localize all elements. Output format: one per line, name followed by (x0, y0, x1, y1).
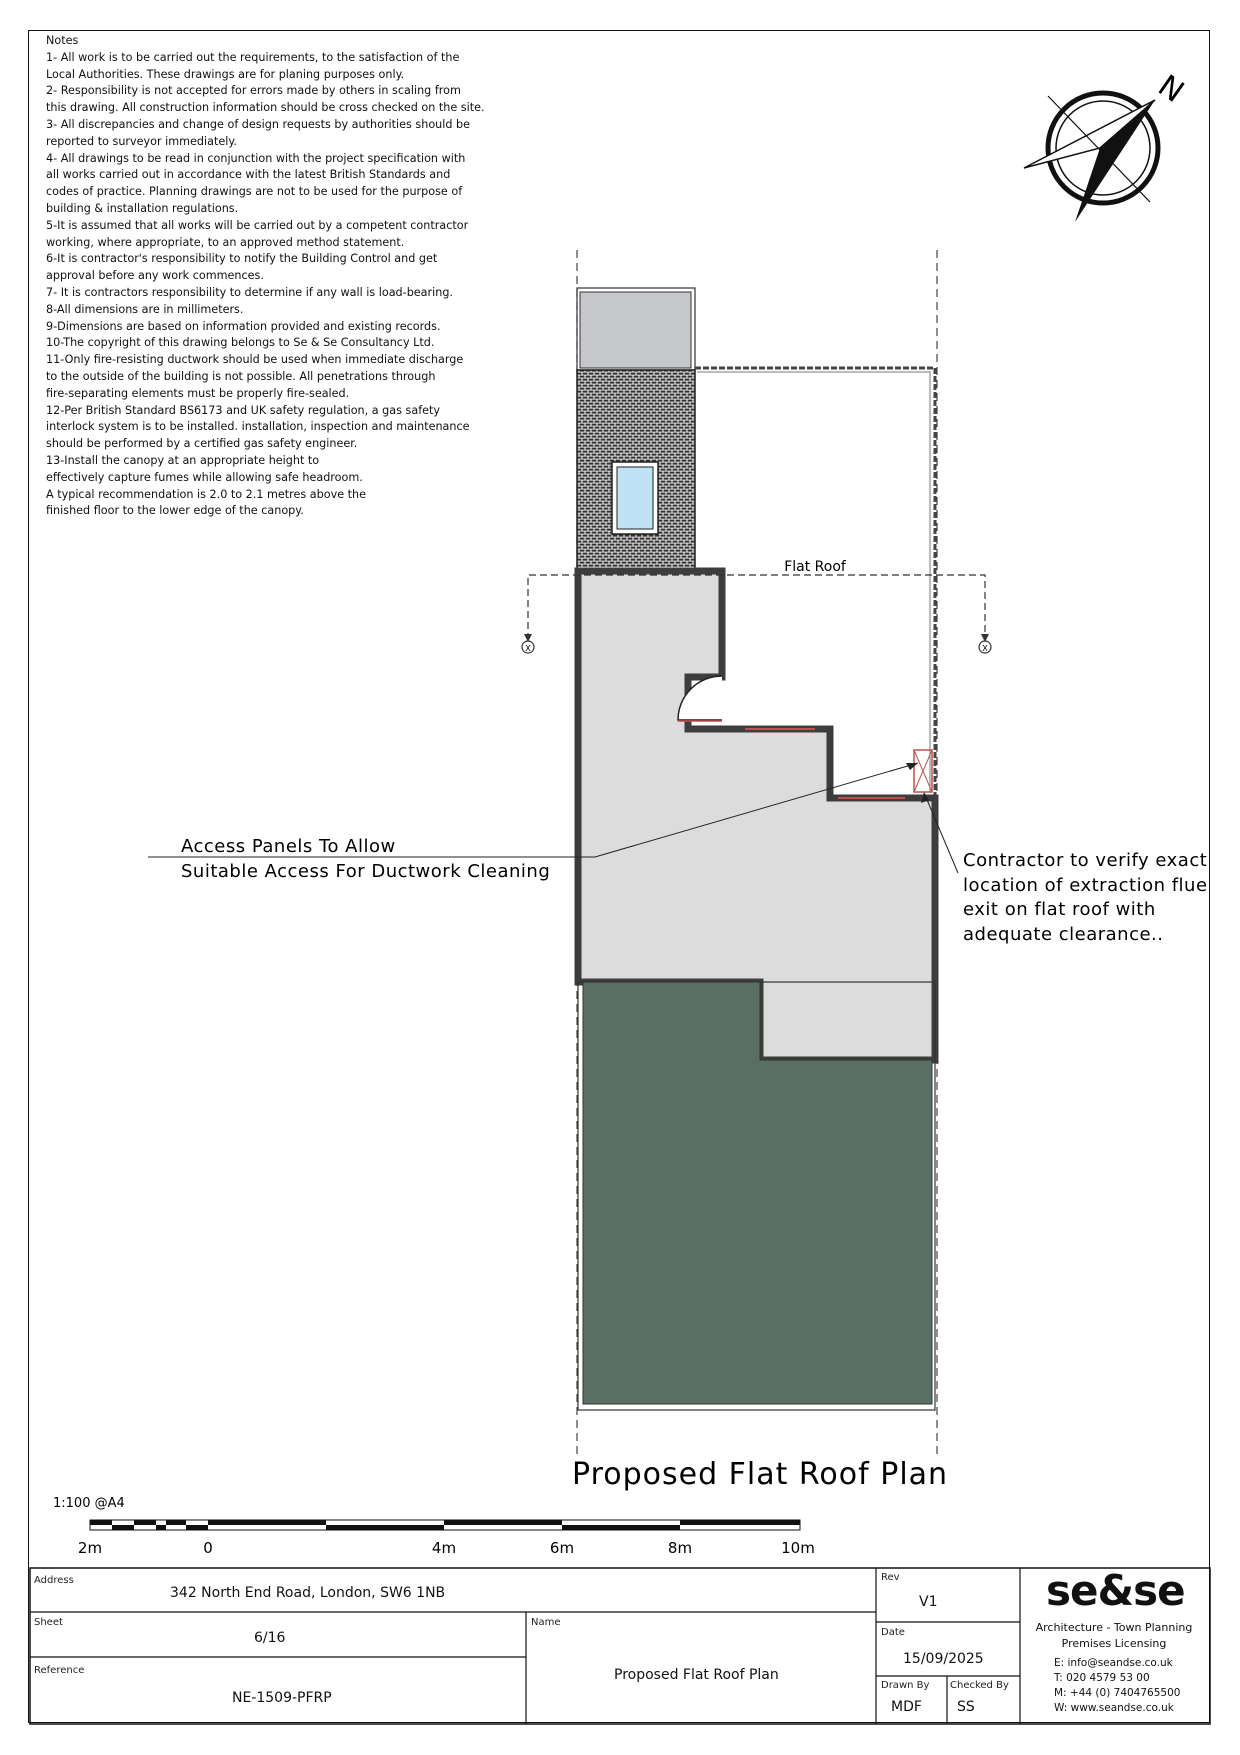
note-line: Local Authorities. These drawings are for planing purposes only. (46, 67, 405, 81)
rev-label: Rev (881, 1572, 900, 1583)
checked-by-label: Checked By (950, 1680, 1009, 1691)
note-line: 13-Install the canopy at an appropriate height to (46, 453, 320, 467)
reference-value: NE-1509-PFRP (232, 1690, 332, 1706)
reference-label: Reference (34, 1665, 85, 1676)
section-marker-right-label: X (982, 644, 988, 653)
note-line: should be performed by a certified gas safety engineer. (46, 437, 358, 451)
checked-by-value: SS (957, 1699, 975, 1715)
company-mobile: M: +44 (0) 7404765500 (1054, 1687, 1181, 1699)
note-line: 6-It is contractor's responsibility to notify the Building Control and get (46, 252, 438, 266)
note-line: effectively capture fumes while allowing safe headroom. (46, 470, 363, 484)
scale-text: 1:100 @A4 (53, 1496, 125, 1511)
note-line: 8-All dimensions are in millimeters. (46, 302, 244, 316)
scale-label-0: 0 (203, 1539, 213, 1557)
company-logo: se&se (1046, 1566, 1185, 1615)
note-line: reported to surveyor immediately. (46, 134, 237, 148)
note-line: codes of practice. Planning drawings are not to be used for the purpose of (46, 185, 463, 199)
company-line2: Premises Licensing (1061, 1637, 1167, 1650)
note-line: 2- Responsibility is not accepted for errors made by others in scaling from (46, 84, 461, 98)
address-label: Address (34, 1575, 74, 1586)
notes-heading: Notes (46, 34, 79, 47)
drawn-by-label: Drawn By (881, 1680, 930, 1691)
scale-label-4m: 4m (431, 1539, 457, 1557)
date-value: 15/09/2025 (903, 1651, 984, 1667)
note-line: to the outside of the building is not possible. All penetrations through (46, 369, 436, 383)
company-web: W: www.seandse.co.uk (1054, 1702, 1174, 1714)
name-value: Proposed Flat Roof Plan (614, 1667, 779, 1683)
note-line: 10-The copyright of this drawing belongs to Se & Se Consultancy Ltd. (46, 336, 435, 350)
note-line: finished floor to the lower edge of the canopy. (46, 504, 304, 518)
access-label-line1: Access Panels To Allow (181, 836, 396, 857)
contractor-label-line1: Contractor to verify exact (963, 850, 1208, 871)
date-label: Date (881, 1627, 905, 1638)
note-line: this drawing. All construction information should be cross checked on the site. (46, 101, 485, 115)
note-line: interlock system is to be installed. installation, inspection and maintenance (46, 420, 470, 434)
address-value: 342 North End Road, London, SW6 1NB (170, 1585, 446, 1601)
name-label: Name (531, 1617, 561, 1628)
access-label-line2: Suitable Access For Ductwork Cleaning (181, 861, 551, 882)
scale-label-2m: 2m (77, 1539, 103, 1557)
contractor-label-line2: location of extraction flue (963, 875, 1208, 896)
scale-label-8m: 8m (667, 1539, 693, 1557)
note-line: all works carried out in accordance with the latest British Standards and (46, 168, 451, 182)
rear-roof-block (580, 292, 691, 368)
section-marker-left-label: X (525, 644, 531, 653)
north-letter: N (1151, 68, 1190, 110)
note-line: building & installation regulations. (46, 201, 239, 215)
note-line: A typical recommendation is 2.0 to 2.1 metres above the (46, 487, 367, 501)
drawn-by-value: MDF (891, 1699, 922, 1715)
sheet-label: Sheet (34, 1617, 63, 1628)
note-line: 5-It is assumed that all works will be carried out by a competent contractor (46, 218, 469, 232)
plan-title: Proposed Flat Roof Plan (572, 1457, 949, 1492)
rooflight-window (617, 467, 653, 529)
scale-label-10m: 10m (781, 1539, 815, 1557)
sheet-value: 6/16 (254, 1630, 286, 1646)
rev-value: V1 (919, 1594, 938, 1610)
company-line1: Architecture - Town Planning (1035, 1621, 1193, 1634)
flat-roof-label: Flat Roof (784, 559, 846, 575)
north-arrow-icon (1024, 93, 1158, 222)
note-line: 12-Per British Standard BS6173 and UK safety regulation, a gas safety (46, 403, 441, 417)
note-line: working, where appropriate, to an approved method statement. (46, 235, 405, 249)
note-line: 3- All discrepancies and change of design requests by authorities should be (46, 117, 471, 131)
note-line: 4- All drawings to be read in conjunction with the project specification with (46, 151, 466, 165)
note-line: 11-Only fire-resisting ductwork should be used when immediate discharge (46, 353, 464, 367)
contractor-label-line3: exit on flat roof with (963, 899, 1156, 920)
note-line: 7- It is contractors responsibility to determine if any wall is load-bearing. (46, 285, 453, 299)
scale-bar (90, 1520, 800, 1530)
contractor-label-line4: adequate clearance.. (963, 924, 1164, 945)
note-line: fire-separating elements must be properly fire-sealed. (46, 386, 350, 400)
note-line: 9-Dimensions are based on information provided and existing records. (46, 319, 441, 333)
scale-label-6m: 6m (549, 1539, 575, 1557)
note-line: approval before any work commences. (46, 269, 264, 283)
note-line: 1- All work is to be carried out the requirements, to the satisfaction of the (46, 50, 460, 64)
company-email: E: info@seandse.co.uk (1054, 1657, 1173, 1669)
company-tel: T: 020 4579 53 00 (1054, 1672, 1150, 1684)
